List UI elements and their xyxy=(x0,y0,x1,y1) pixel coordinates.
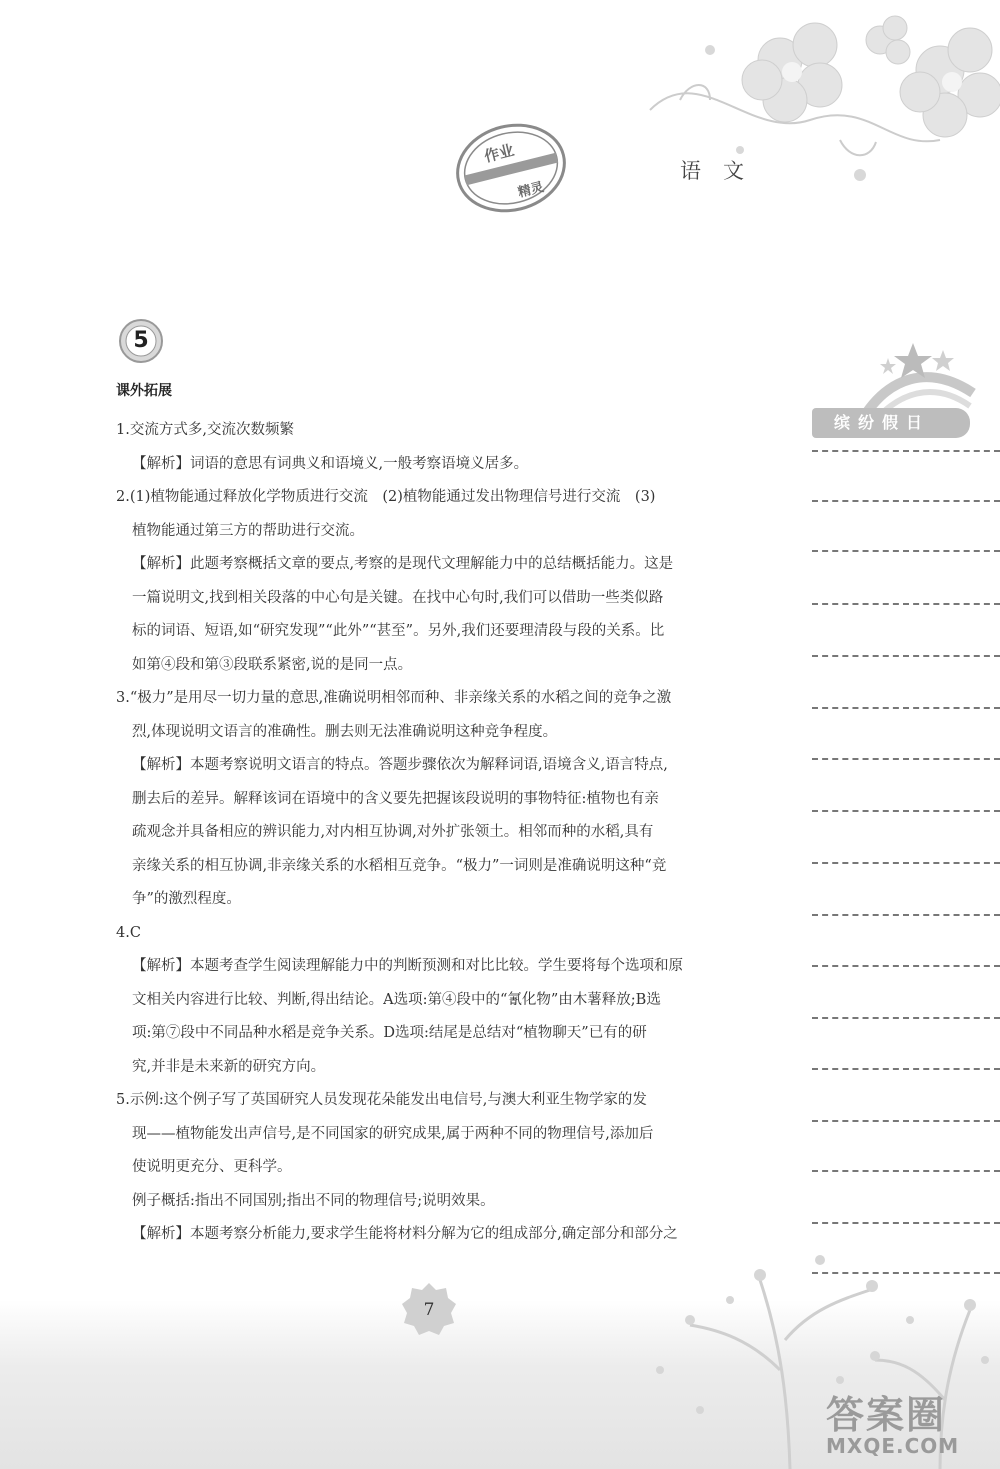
note-line xyxy=(812,862,1000,864)
analysis-2-line: 【解析】此题考察概括文章的要点,考察的是现代文理解能力中的总结概括能力。这是 xyxy=(132,556,674,572)
analysis-3-line: 【解析】本题考察说明文语言的特点。答题步骤依次为解释词语,语境含义,语言特点, xyxy=(132,757,668,773)
analysis-4-line: 【解析】本题考查学生阅读理解能力中的判断预测和对比比较。学生要将每个选项和原 xyxy=(132,958,683,974)
analysis-1-line: 【解析】词语的意思有词典义和语境义,一般考察语境义居多。 xyxy=(132,455,529,472)
note-line xyxy=(812,603,1000,605)
answer-3: 3.“极力”是用尽一切力量的意思,准确说明相邻而种、非亲缘关系的水稻之间的竞争之激 xyxy=(116,690,672,706)
sidebar-banner-text: 缤纷假日 xyxy=(833,413,930,432)
seal-text-bottom: 精灵 xyxy=(516,179,546,201)
note-line xyxy=(812,965,1000,967)
note-line xyxy=(812,1120,1000,1122)
answer-4: 4.C xyxy=(116,924,141,941)
answer-5-line: 例子概括:指出不同国别;指出不同的物理信号;说明效果。 xyxy=(132,1192,495,1209)
section-number: 5 xyxy=(133,328,149,353)
analysis-3-line: 争”的激烈程度。 xyxy=(132,891,241,907)
answer-2: 2.(1)植物能通过释放化学物质进行交流 (2)植物能通过发出物理信号进行交流 (3) xyxy=(116,489,656,505)
note-line xyxy=(812,1170,1000,1172)
note-line xyxy=(812,550,1000,552)
analysis-3-line: 删去后的差异。解释该词在语境中的含义要先把握该段说明的事物特征:植物也有亲 xyxy=(132,790,659,807)
note-line xyxy=(812,1017,1000,1019)
analysis-5-line: 【解析】本题考察分析能力,要求学生能将材料分解为它的组成部分,确定部分和部分之 xyxy=(132,1226,678,1242)
note-line xyxy=(812,707,1000,709)
analysis-2-line: 标的词语、短语,如“研究发现”“此外”“甚至”。另外,我们还要理清段与段的关系。比 xyxy=(132,623,665,639)
analysis-3-line: 疏观念并具备相应的辨识能力,对内相互协调,对外扩张领土。相邻而种的水稻,具有 xyxy=(132,824,654,840)
subject-label: 语文 xyxy=(680,159,766,183)
analysis-2-line: 一篇说明文,找到相关段落的中心句是关键。在找中心句时,我们可以借助一些类似路 xyxy=(132,589,664,606)
answer-5-line: 使说明更充分、更科学。 xyxy=(132,1159,292,1175)
analysis-2-line: 如第④段和第③段联系紧密,说的是同一点。 xyxy=(132,656,413,673)
watermark-en: MXQE.COM xyxy=(826,1434,960,1458)
analysis-3-line: 亲缘关系的相互协调,非亲缘关系的水稻相互竞争。“极力”一词则是准确说明这种“竞 xyxy=(132,857,667,874)
homework-seal xyxy=(452,118,570,218)
page-number: 7 xyxy=(423,1300,435,1320)
note-line xyxy=(812,655,1000,657)
analysis-4-line: 文相关内容进行比较、判断,得出结论。A选项:第④段中的“氰化物”由木薯释放;B选 xyxy=(132,991,661,1008)
answer-1: 1.交流方式多,交流次数频繁 xyxy=(116,422,294,438)
note-line xyxy=(812,810,1000,812)
seal-text-top: 作业 xyxy=(482,141,516,166)
analysis-4-line: 究,并非是未来新的研究方向。 xyxy=(132,1058,326,1075)
note-line xyxy=(812,914,1000,916)
watermark-cn: 答案圈 xyxy=(826,1393,947,1437)
note-line xyxy=(812,450,1000,452)
site-watermark xyxy=(826,1395,996,1457)
section-heading: 课外拓展 xyxy=(116,383,172,399)
answer-5: 5.示例:这个例子写了英国研究人员发现花朵能发出电信号,与澳大利亚生物学家的发 xyxy=(116,1092,647,1108)
answer-5-line: 现——植物能发出声信号,是不同国家的研究成果,属于两种不同的物理信号,添加后 xyxy=(132,1125,654,1142)
analysis-4-line: 项:第⑦段中不同品种水稻是竞争关系。D选项:结尾是总结对“植物聊天”已有的研 xyxy=(132,1025,647,1041)
note-line xyxy=(812,758,1000,760)
answer-3-cont: 烈,体现说明文语言的准确性。删去则无法准确说明这种竞争程度。 xyxy=(132,723,558,740)
answer-2-cont: 植物能通过第三方的帮助进行交流。 xyxy=(132,522,364,539)
answer-content xyxy=(116,380,748,1252)
note-line xyxy=(812,1068,1000,1070)
note-line xyxy=(812,500,1000,502)
